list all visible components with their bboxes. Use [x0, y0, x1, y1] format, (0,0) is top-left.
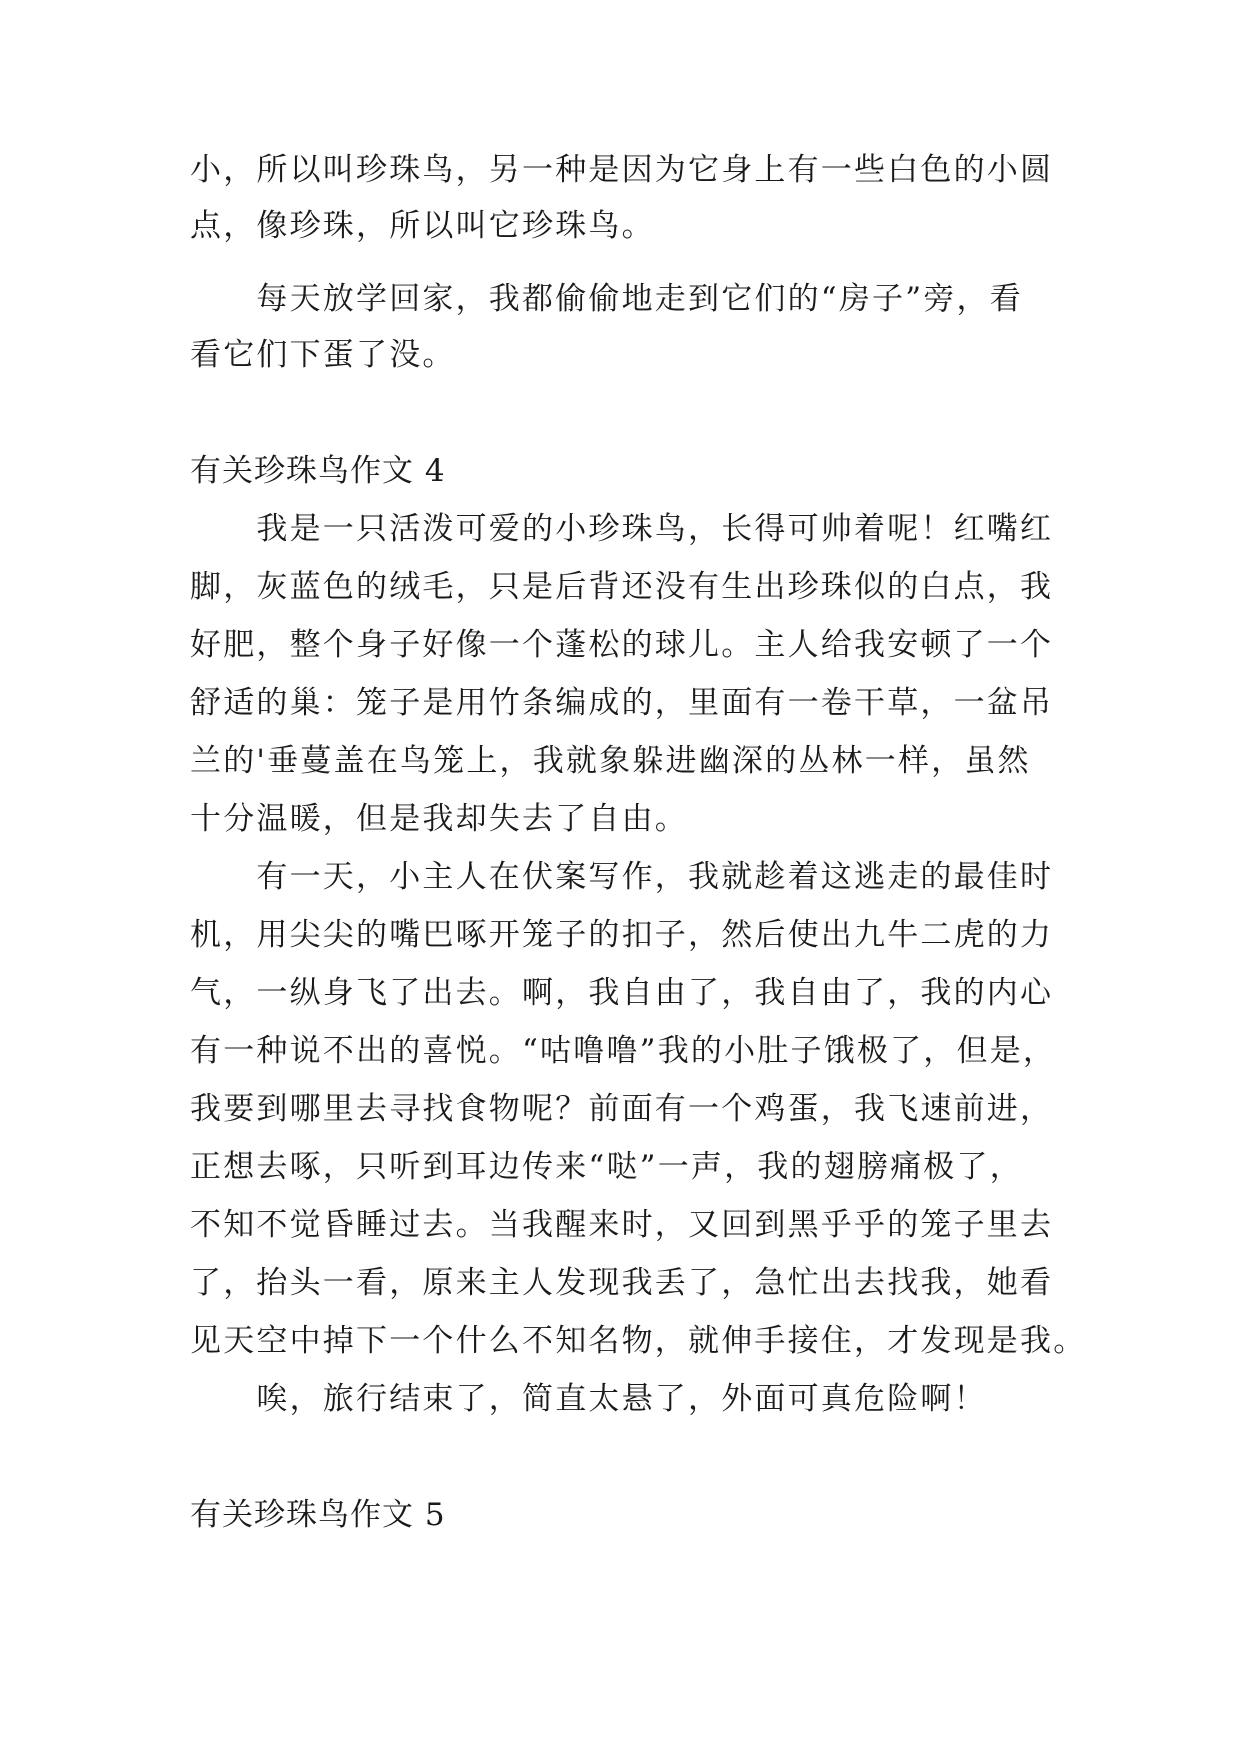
text-line: 有一种说不出的喜悦。“咕噜噜”我的小肚子饿极了，但是， [190, 1033, 1057, 1069]
text-line: 舒适的巢：笼子是用竹条编成的，里面有一卷干草，一盆吊 [190, 685, 1054, 721]
text-line: 小，所以叫珍珠鸟，另一种是因为它身上有一些白色的小圆 [190, 152, 1054, 188]
text-line: 见天空中掉下一个什么不知名物，就伸手接住，才发现是我。 [190, 1323, 1087, 1359]
text-line: 正想去啄，只听到耳边传来“哒”一声，我的翅膀痛极了， [190, 1149, 1023, 1185]
section-heading-essay-5: 有关珍珠鸟作文 5 [190, 1497, 446, 1533]
text-line: 我要到哪里去寻找食物呢？前面有一个鸡蛋，我飞速前进， [190, 1091, 1054, 1127]
text-line: 十分温暖，但是我却失去了自由。 [190, 801, 688, 837]
text-line: 我是一只活泼可爱的小珍珠鸟，长得可帅着呢！红嘴红 [190, 511, 1054, 547]
text-line: 机，用尖尖的嘴巴啄开笼子的扣子，然后使出九牛二虎的力 [190, 917, 1054, 953]
text-line: 好肥，整个身子好像一个蓬松的球儿。主人给我安顿了一个 [190, 627, 1054, 663]
text-line: 不知不觉昏睡过去。当我醒来时，又回到黑乎乎的笼子里去 [190, 1207, 1054, 1243]
text-line: 每天放学回家，我都偷偷地走到它们的“房子”旁，看 [190, 281, 1023, 317]
text-line: 兰的'垂蔓盖在鸟笼上，我就象躲进幽深的丛林一样，虽然 [190, 743, 1031, 779]
text-line: 脚，灰蓝色的绒毛，只是后背还没有生出珍珠似的白点，我 [190, 569, 1054, 605]
text-line: 气，一纵身飞了出去。啊，我自由了，我自由了，我的内心 [190, 975, 1054, 1011]
section-heading-essay-4: 有关珍珠鸟作文 4 [190, 453, 446, 489]
text-line: 看它们下蛋了没。 [190, 337, 456, 373]
text-line: 有一天，小主人在伏案写作，我就趁着这逃走的最佳时 [190, 859, 1054, 895]
text-line: 点，像珍珠，所以叫它珍珠鸟。 [190, 208, 655, 244]
text-line: 了，抬头一看，原来主人发现我丢了，急忙出去找我，她看 [190, 1265, 1054, 1301]
text-line: 唉，旅行结束了，简直太悬了，外面可真危险啊！ [190, 1381, 987, 1417]
